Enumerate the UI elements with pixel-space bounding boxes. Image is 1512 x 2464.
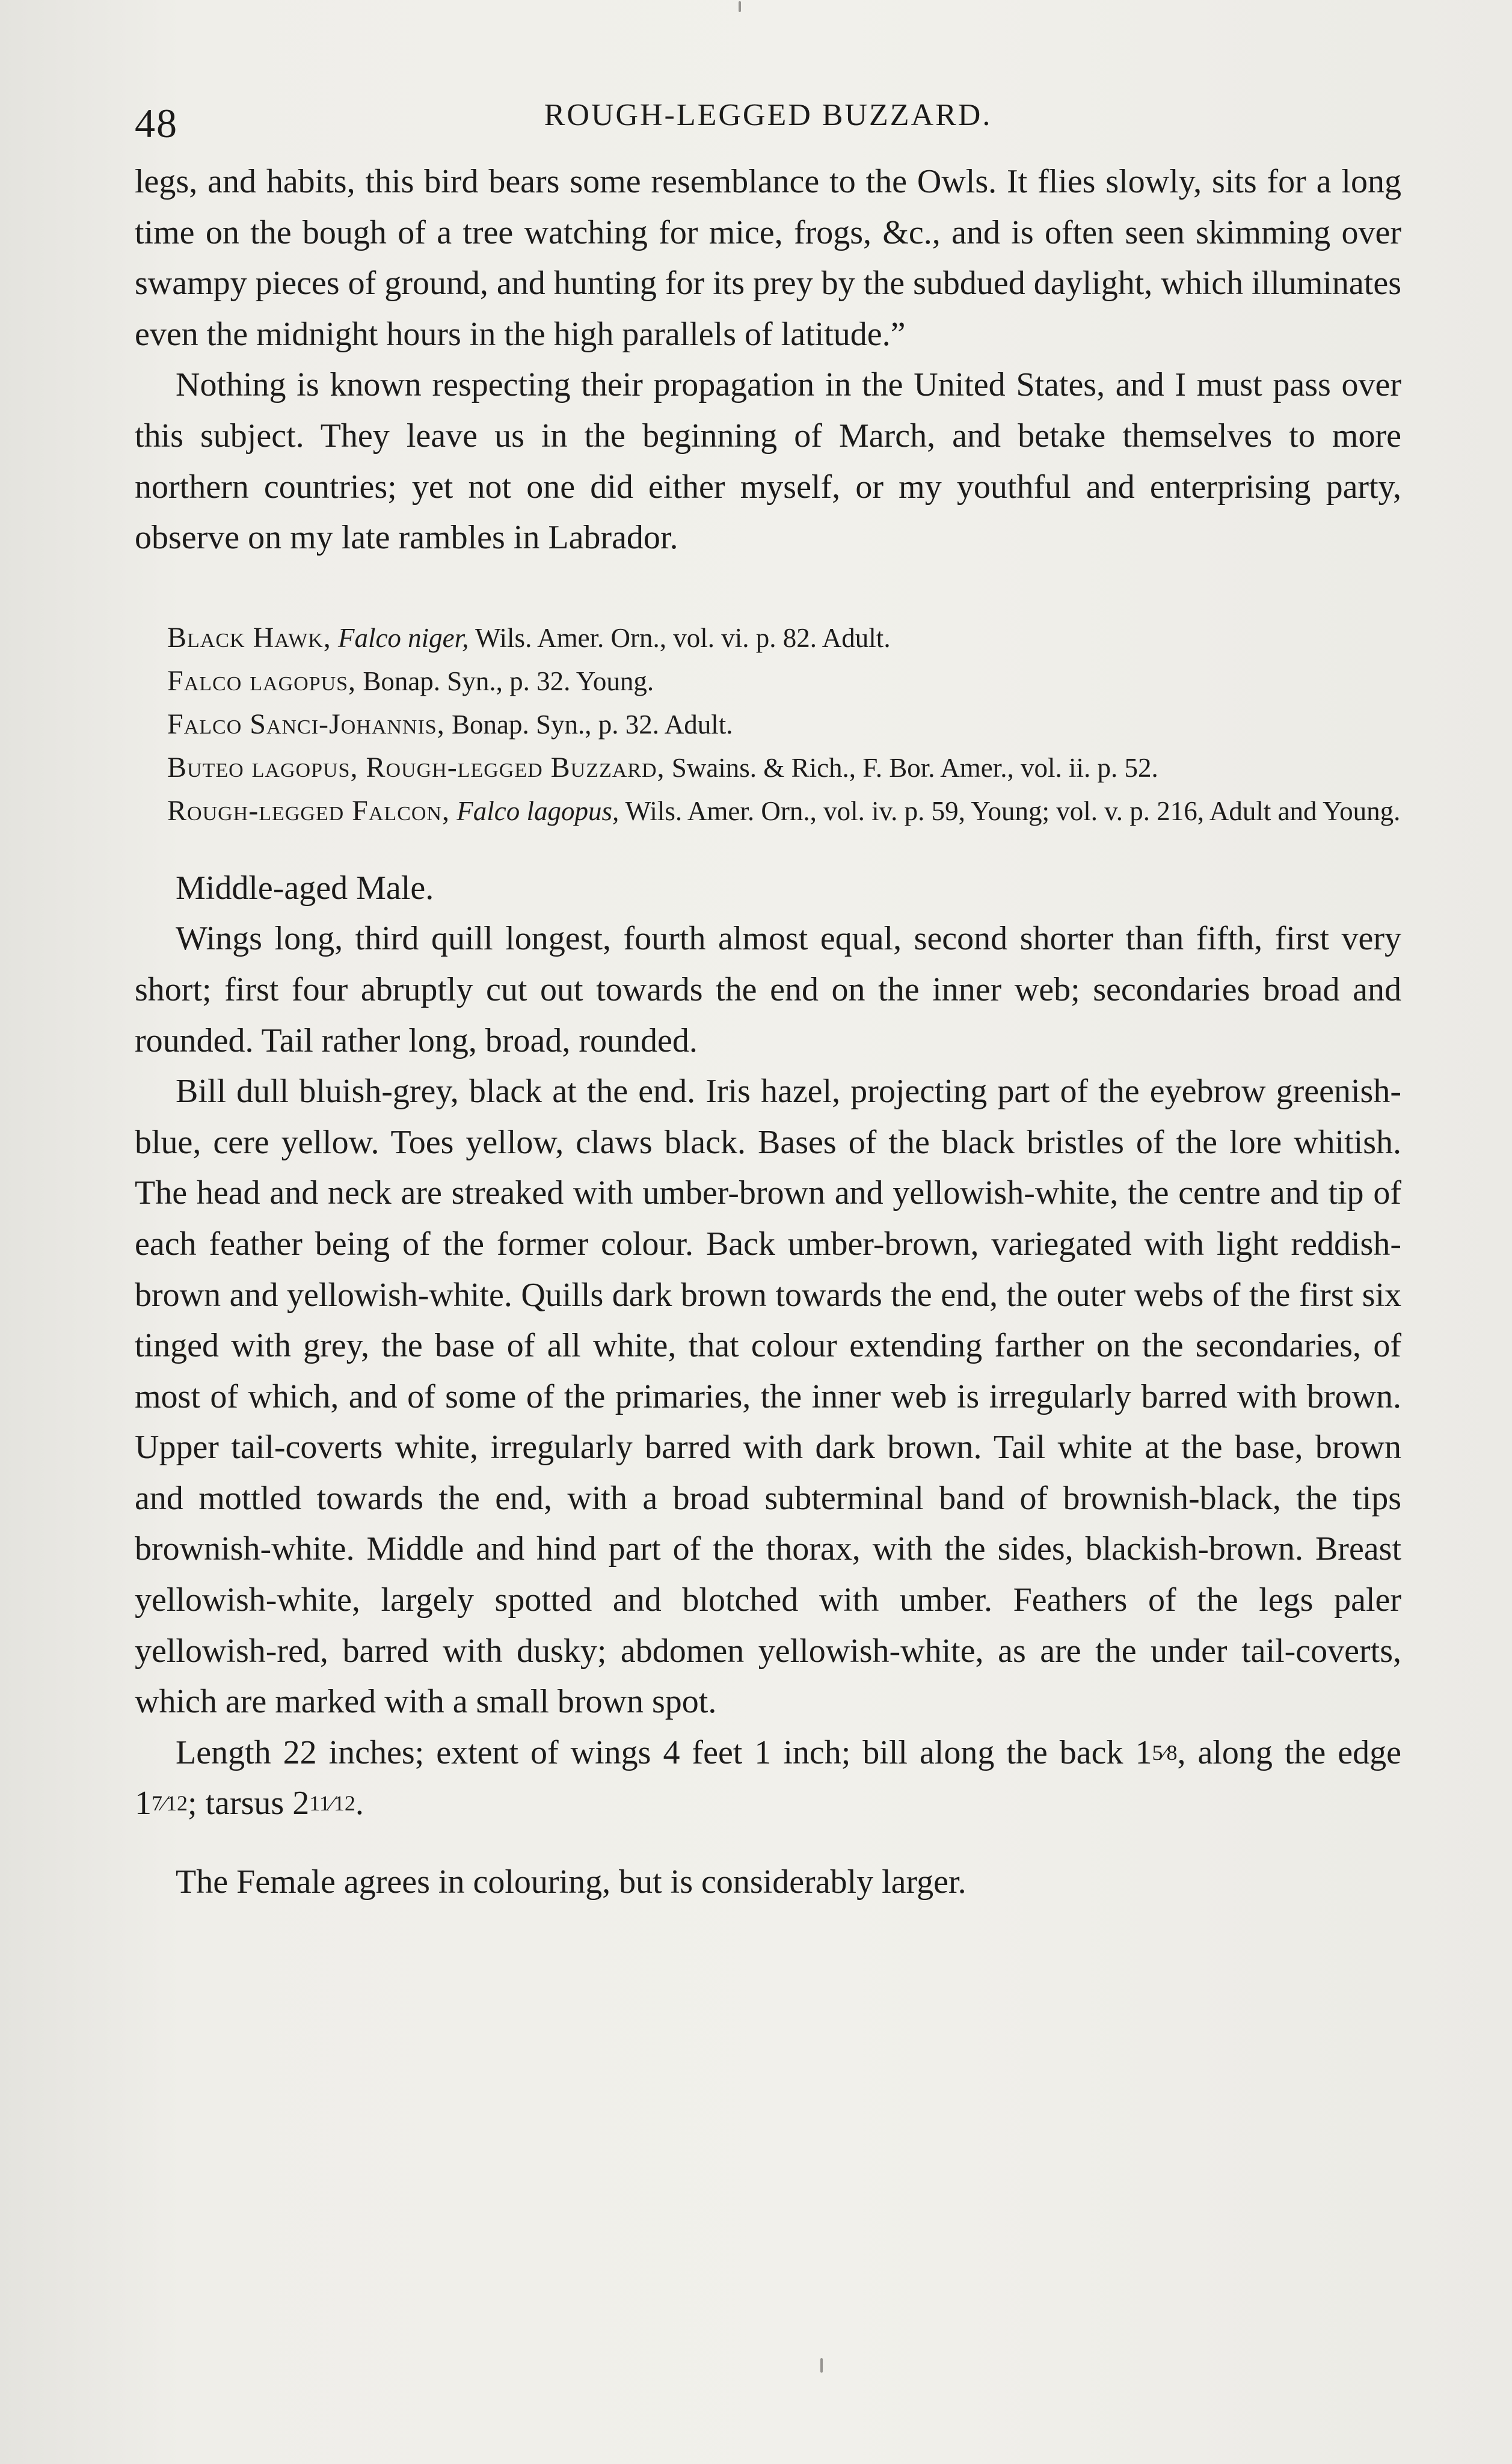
measurement-end: . xyxy=(355,1785,364,1822)
synonym-name: Falco Sanci-Johannis, xyxy=(167,708,445,740)
paragraph-propagation: Nothing is known respecting their propagation in the United States, and I must pass over this subject. They leave us in the beginning of March, and betake themselves to more northern countries; yet not one did either myself, or my youthful and enterprising party, observe on my late rambles in Labrador. xyxy=(135,366,1401,557)
page-speck xyxy=(739,1,741,12)
synonym-name: Falco lagopus, xyxy=(167,664,357,697)
description-heading: Middle-aged Male. xyxy=(176,869,434,907)
synonym-reference: Wils. Amer. Orn., vol. vi. p. 82. Adult. xyxy=(475,622,891,653)
synonym-entry xyxy=(167,616,1401,660)
fraction-edge: 7⁄12 xyxy=(152,1791,188,1816)
measurement-edge: , along the edge 1 xyxy=(135,1733,1401,1822)
paragraph-measurements xyxy=(135,1727,1401,1829)
synonym-reference: Bonap. Syn., p. 32. Young. xyxy=(363,666,654,696)
synonym-entry xyxy=(167,789,1401,833)
fraction-bill-back: 5⁄8 xyxy=(1152,1740,1178,1765)
measurement-tarsus: ; tarsus 2 xyxy=(188,1785,310,1822)
paragraph-colouring: Bill dull bluish-grey, black at the end. Iris hazel, projecting part of the eyebrow greenish-blue, cere yellow. Toes yellow, claws black. Bases of the black bristles of the lore whitish. The head and neck are streaked with umber-brown and yellowish-white, the centre and tip of each feather being of the former colour. Back umber-brown, variegated with light reddish-brown and yellowish-white. Quills dark brown towards the end, the outer webs of the first six tinged with grey, the base of all white, that colour extending farther on the secondaries, of most of which, and of some of the primaries, the inner web is irregularly barred with brown. Upper tail-coverts white, irregularly barred with dark brown. Tail white at the base, brown and mottled towards the end, with a broad subterminal band of brownish-black, the tips brownish-white. Middle and hind part of the thorax, with the sides, blackish-brown. Breast yellowish-white, largely spotted and blotched with umber. Feathers of the legs paler yellowish-red, barred with dusky; abdomen yellowish-white, as are the under tail-coverts, which are marked with a small brown spot. xyxy=(135,1073,1401,1721)
synonym-entry xyxy=(167,660,1401,703)
fraction-tarsus: 11⁄12 xyxy=(309,1791,355,1816)
synonymy-list xyxy=(135,616,1401,833)
page-number: 48 xyxy=(135,100,178,146)
page-speck xyxy=(820,2358,823,2373)
paragraph-owl-habits: legs, and habits, this bird bears some resemblance to the Owls. It flies slowly, sits for a long time on the bough of a tree watching for mice, frogs, &c., and is often seen skimming over swampy pieces of ground, and hunting for its prey by the subdued daylight, which illuminates even the midnight hours in the high parallels of latitude.” xyxy=(135,163,1401,353)
synonym-name: Rough-legged Falcon, xyxy=(167,794,450,827)
page-title: ROUGH-LEGGED BUZZARD. xyxy=(544,98,992,132)
measurement-length: Length 22 inches; extent of wings 4 feet 1 inch; bill along the back 1 xyxy=(176,1733,1152,1771)
synonym-name: Buteo lagopus, Rough-legged Buzzard, xyxy=(167,751,665,783)
synonym-latin: Falco niger, xyxy=(337,622,469,653)
synonym-entry xyxy=(167,703,1401,746)
paragraph-female: The Female agrees in colouring, but is considerably larger. xyxy=(176,1863,967,1901)
synonym-entry xyxy=(167,746,1401,789)
synonym-reference: Swains. & Rich., F. Bor. Amer., vol. ii. p. 52. xyxy=(671,752,1158,783)
synonym-reference: Wils. Amer. Orn., vol. iv. p. 59, Young; vol. v. p. 216, Adult and Young. xyxy=(625,795,1401,826)
synonym-name: Black Hawk, xyxy=(167,621,331,654)
paragraph-wings: Wings long, third quill longest, fourth almost equal, second shorter than fifth, first very short; first four abruptly cut out towards the end on the inner web; secondaries broad and rounded. Tail rather long, broad, rounded. xyxy=(135,920,1401,1059)
synonym-reference: Bonap. Syn., p. 32. Adult. xyxy=(451,709,733,740)
running-head xyxy=(135,90,1401,156)
synonym-latin: Falco lagopus, xyxy=(456,795,619,826)
description-section xyxy=(135,863,1401,1908)
page-content xyxy=(135,90,1401,1908)
